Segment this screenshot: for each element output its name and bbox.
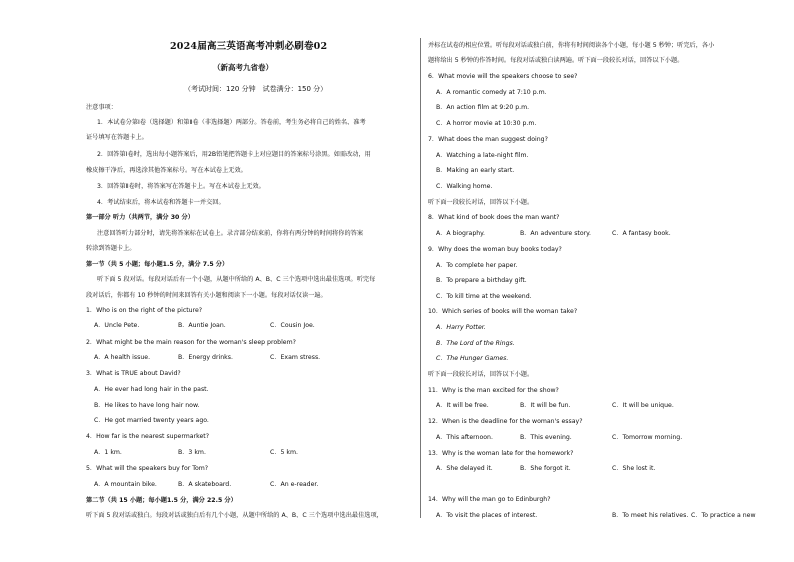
option-a: A．A biography. [436,230,485,237]
section1-heading: 第一节（共 5 小题；每小题1.5 分，满分 7.5 分） [86,261,229,268]
exam-info: （考试时间：120 分钟 试卷满分：150 分） [184,85,328,93]
option-b: B．An adventure story. [520,230,591,237]
column-divider [420,38,421,518]
question-text: 8．What kind of book does the man want? [428,214,560,221]
question-text: 10．Which series of books will the woman take? [428,308,578,315]
option-a: A．A mountain bike. [94,481,157,488]
option-c: C．Tomorrow morning. [612,434,683,441]
section2-heading: 第二节（共 15 小题；每小题1.5 分，满分 22.5 分） [86,497,237,504]
part1-intro-line: 注意回答听力部分时，请先将答案标在试卷上。录音部分结束前，你将有两分钟的时间将你的答案 [97,230,364,237]
note-line: 3．回答第Ⅱ卷时，将答案写在答题卡上。写在本试卷上无效。 [97,183,265,190]
option-b: B．An action film at 9:20 p.m. [436,104,530,111]
option-c: C．A fantasy book. [612,230,671,237]
option-c: C．Cousin Joe. [270,322,315,329]
part1-intro-line: 转涂到答题卡上。 [86,245,136,252]
question-text: 6．What movie will the speakers choose to see? [428,73,578,80]
option-c: C．To kill time at the weekend. [436,293,532,300]
option-b: B．To meet his relatives. [612,512,689,519]
question-text: 5．What will the speakers buy for Tom? [86,465,209,472]
section2-intro-line: 题将给出 5 秒钟的作答时间。每段对话或独白读两遍。听下面一段较长对话，回答以下小题。 [428,57,684,64]
option-b: B．Energy drinks. [178,354,233,361]
option-b: B．The Lord of the Rings. [436,340,515,347]
listen-note: 听下面一段较长对话，回答以下小题。 [428,199,534,206]
option-b: B．Making an early start. [436,167,515,174]
option-c: C．It will be unique. [612,402,674,409]
question-text: 2．What might be the main reason for the woman's sleep problem? [86,339,296,346]
option-a: A．Uncle Pete. [94,322,140,329]
option-b: B．A skateboard. [178,481,232,488]
option-b: B．This evening. [520,434,572,441]
part1-heading: 第一部分 听力（共两节，满分 30 分） [86,214,194,221]
option-b: B．She forgot it. [520,465,571,472]
option-a: A．Harry Potter. [436,324,486,331]
page-subtitle: （新高考九省卷） [213,63,273,72]
note-line: 1．本试卷分第Ⅰ卷（选择题）和第Ⅱ卷（非选择题）两部分。答卷前，考生务必将自己的姓名、准考 [97,119,366,126]
question-text: 4．How far is the nearest supermarket? [86,433,210,440]
question-text: 14．Why will the man go to Edinburgh? [428,496,551,503]
question-text: 13．Why is the woman late for the homework? [428,450,574,457]
question-text: 12．When is the deadline for the woman's essay? [428,418,583,425]
option-c: C．To practice a new [691,512,756,519]
option-c: C．A horror movie at 10:30 p.m. [436,120,537,127]
note-line: 证号填写在答题卡上。 [86,134,148,141]
notes-heading: 注意事项： [86,104,117,111]
question-text: 11．Why is the man excited for the show? [428,387,559,394]
option-a: A．She delayed it. [436,465,493,472]
page-title: 2024届高三英语高考冲刺必刷卷02 [170,41,328,52]
option-b: B．Auntie Joan. [178,322,226,329]
note-line: 2．回答第Ⅰ卷时，选出每小题答案后，用2B铅笔把答题卡上对应题目的答案标号涂黑。如需改动，用 [97,151,371,158]
question-text: 1．Who is on the right of the picture? [86,307,203,314]
option-a: A．To complete her paper. [436,262,518,269]
option-b: B．He likes to have long hair now. [94,402,200,409]
option-a: A．He ever had long hair in the past. [94,386,209,393]
section2-intro-line: 听下面 5 段对话或独白。每段对话或独白后有几个小题，从题中所给的 A、B、C 三个选项中选出最佳选项， [86,512,383,519]
option-c: C．He got married twenty years ago. [94,417,209,424]
option-b: B．To prepare a birthday gift. [436,277,527,284]
option-a: A．Watching a late-night film. [436,152,529,159]
option-c: C．The Hunger Games. [436,355,509,362]
option-c: C．An e-reader. [270,481,319,488]
option-c: C．5 km. [270,449,298,456]
note-line: 4．考试结束后，将本试卷和答题卡一并交回。 [97,199,225,206]
section2-intro-line: 并标在试卷的相应位置。听每段对话或独白前，你将有时间阅读各个小题，每小题 5 秒钟；听完后，各小 [428,42,715,49]
section1-intro-line: 听下面 5 段对话。每段对话后有一个小题，从题中所给的 A、B、C 三个选项中选出最佳选项。听完每 [97,276,376,283]
option-a: A．A health issue. [94,354,151,361]
option-c: C．She lost it. [612,465,656,472]
option-a: A．It will be free. [436,402,489,409]
note-line: 橡皮擦干净后，再选涂其他答案标号。写在本试卷上无效。 [86,167,247,174]
question-text: 3．What is TRUE about David? [86,370,181,377]
section1-intro-line: 段对话后，你都有 10 秒钟的时间来回答有关小题和阅读下一小题。每段对话仅读一遍。 [86,292,327,299]
option-b: B．It will be fun. [520,402,571,409]
option-c: C．Walking home. [436,183,493,190]
option-b: B．3 km. [178,449,206,456]
option-a: A．To visit the places of interest. [436,512,538,519]
option-a: A．1 km. [94,449,122,456]
listen-note: 听下面一段较长对话，回答以下小题。 [428,371,534,378]
option-a: A．A romantic comedy at 7:10 p.m. [436,89,547,96]
option-a: A．This afternoon. [436,434,493,441]
question-text: 7．What does the man suggest doing? [428,136,548,143]
option-c: C．Exam stress. [270,354,321,361]
question-text: 9．Why does the woman buy books today? [428,246,562,253]
